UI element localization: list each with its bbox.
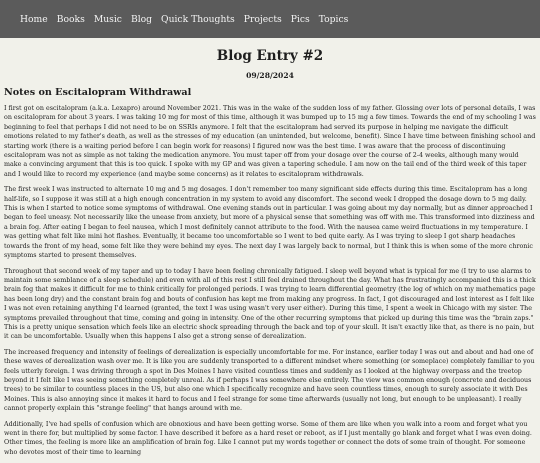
paragraph-1: I first got on escitalopram (a.k.a. Lexapro) around November 2021. This was in the wake of the sudden loss of my father. Glossing over lots of personal details, I was on escitalopram for about 3 years. I was taking 10 mg for most of this time, although it was bumped up to 15 mg a few times. Towards the end of my schooling I was beginning to feel that perhaps I did not need to be on SSRIs anymore. I felt that the escitalopram had served its purpose in helping me navigate the difficult emotions related to my father's death, as well as the stresses of my education (an unintended, but welcome, benefit). Since I have time between finishing school and starting work (there is a waiting period before I can begin work for reasons) I figured now was the best time. I was aware that the process of discontinuing escitalopram was not as simple as not taking the medication anymore. You must taper off from your dosage over the course of 2-4 weeks, although many would make a convincing argument that this is too quick. I spoke with my GP and was given a tapering schedule. I am now on the tail end of the third week of this taper and I would like to record my experience (and maybe some concerns) as it relates to escitalopram withdrawals. (4, 105, 536, 178)
paragraph-2: The first week I was instructed to alternate 10 mg and 5 mg dosages. I don't remember too many significant side effects during this time. Escitalopram has a long half-life, so I suppose it was still at a high enough concentration in my system to avoid any discomfort. The second week I dropped the dosage down to 5 mg daily. This is when I started to notice some symptoms of withdrawal. One evening stands out in particular. I was going about my day normally, but as dinner approached I began to feel uneasy. Not necessarily like the unease from anxiety, but more of a physical sense that something was off with me. This transformed into dizziness and a brain fog. After eating I began to feel nausea, which I most definitely cannot attribute to the food. With the nausea came weird fluctuations in my temperature. I was getting what felt like mini hot flashes. Eventually, it became too uncomfortable so I went to bed quite early. As I was trying to sleep I got sharp headaches towards the front of my head, some felt like they were behind my eyes. The next day I was largely back to normal, but I think this is when some of the more chronic symptoms started to present themselves. (4, 186, 535, 260)
nav-music[interactable]: Music (93, 13, 122, 25)
nav-pics[interactable]: Pics (290, 13, 310, 25)
entry-content (4, 87, 536, 463)
paragraph-5: Additionally, I've had spells of confusion which are obnoxious and have been getting worse. Some of them are like when you walk into a room and forget what you went in there for, but multiplied by some factor. I have described it before as a hard reset or reboot, as if I just mentally go blank and forget what I was even doing. Other times, the feeling is more like an amplification of brain fog. Like I cannot put my words together or connect the dots of some train of thought. For someone who devotes most of their time to learning (4, 420, 532, 456)
section-heading: Notes on Escitalopram Withdrawal (4, 87, 192, 98)
paragraph-4: The increased frequency and intensity of feelings of derealization is especially uncomfortable for me. For instance, earlier today I was out and about and had one of these waves of derealization wash over me. It is like you are suddenly transported to a different mindset where something (or someplace) completely familiar to you feels utterly foreign. I was driving through a spot in Des Moines I have visited countless times and suddenly as I looked at the highway overpass and the treetop beyond it I felt like I was seeing something completely unreal. As if perhaps I was somewhere else entirely. The view was common enough (concrete and deciduous trees) to be similar to countless places in the US, but also one which I specifically recognize and have seen countless times, enough to surely associate it with Des Moines. This is also annoying since it makes it hard to focus and I feel strange for some time afterwards (usually not long, but enough to be unpleasant). I really cannot properly explain this "strange feeling" that hangs around with me. (4, 348, 535, 413)
top-navbar (0, 0, 540, 38)
entry-date: 09/28/2024 (246, 71, 294, 80)
nav-topics[interactable]: Topics (318, 13, 349, 25)
nav-blog[interactable]: Blog (130, 13, 153, 25)
nav-home[interactable]: Home (20, 13, 48, 25)
nav-books[interactable]: Books (56, 13, 85, 25)
nav-projects[interactable]: Projects (243, 13, 282, 25)
paragraph-3: Throughout that second week of my taper and up to today I have been feeling chronically fatigued. I sleep well beyond what is typical for me (I try to use alarms to maintain some semblance of a sleep schedule) and even with all of this rest I still feel drained throughout the day. What has frustratingly accompanied this is a thick brain fog that makes it difficult for me to think critically for prolonged periods. I was trying to learn differential geometry (the log of which on my mathematics page has been long dry) and the constant brain fog and bouts of confusion has kept me from making any progress. In fact, I got discouraged and lost interest as I felt like I was not even retaining anything I'd learned (granted, the text I was using wasn't very user either). During this time, I spent a week in Chicago with my sister. The symptoms prevailed throughout that time, coming and going in intensity. One of the other recurring symptoms that picked up during this time was the "brain zaps." This is a pretty unique sensation which feels like an electric shock spreading through the back and top of your skull. It isn't exactly like that, as there is no pain, but it can be uncomfortable. Usually when this happens I also get a strong sense of derealization. (4, 267, 536, 341)
nav-quick-thoughts[interactable]: Quick Thoughts (161, 13, 235, 25)
page-title: Blog Entry #2 (216, 48, 324, 64)
